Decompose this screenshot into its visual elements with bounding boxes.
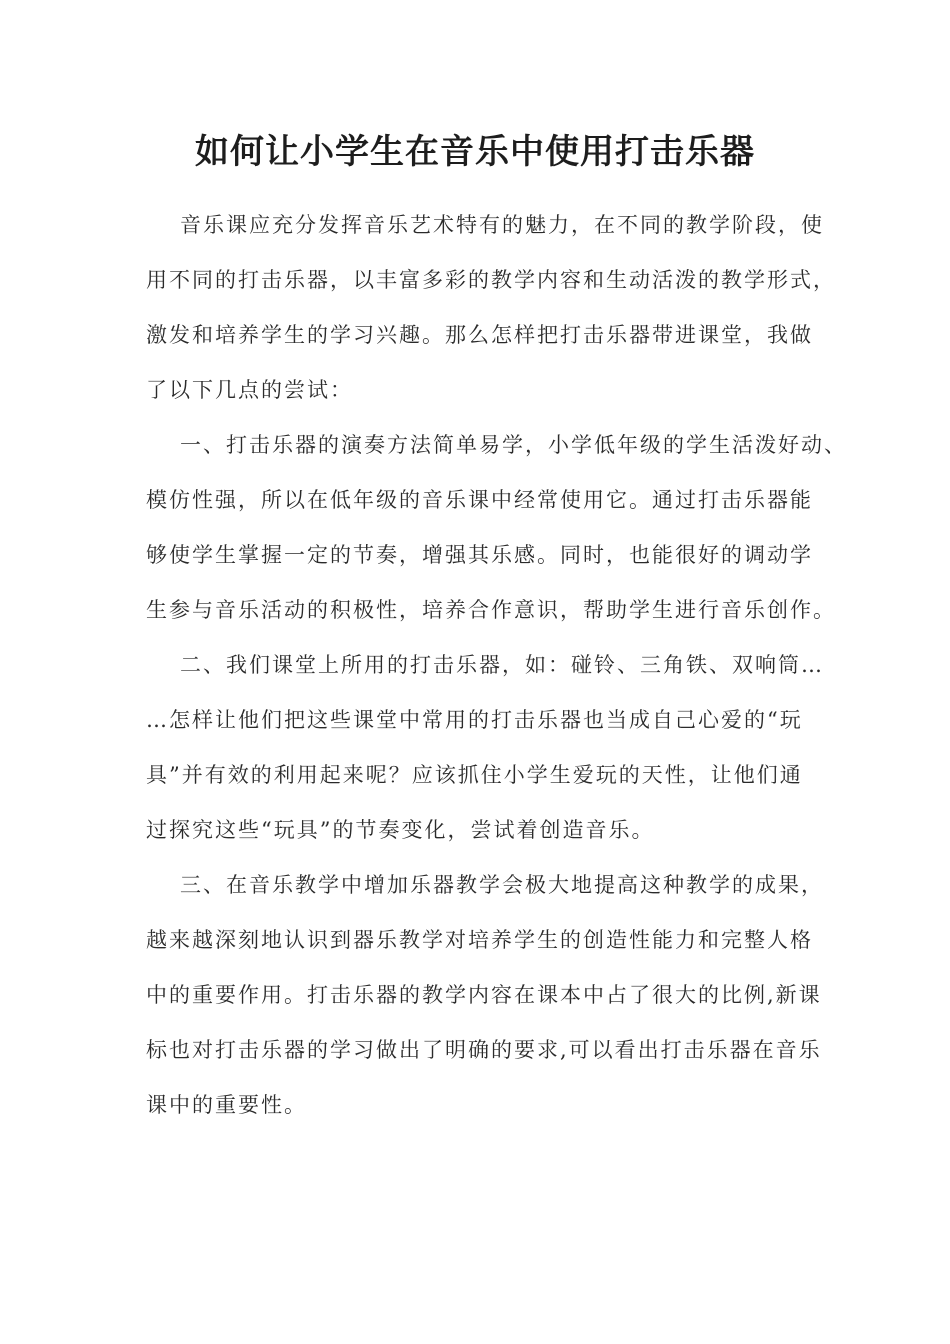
paragraph-line: 二、我们课堂上所用的打击乐器，如：碰铃、三角铁、双响筒… (180, 653, 824, 677)
paragraph-line: 激发和培养学生的学习兴趣。那么怎样把打击乐器带进课堂，我做 (146, 323, 813, 347)
document-title: 如何让小学生在音乐中使用打击乐器 (195, 132, 755, 172)
paragraph-line: 一、打击乐器的演奏方法简单易学，小学低年级的学生活泼好动、 (180, 433, 847, 457)
paragraph-line: 标也对打击乐器的学习做出了明确的要求,可以看出打击乐器在音乐 (146, 1038, 822, 1062)
paragraph-line: 越来越深刻地认识到器乐教学对培养学生的创造性能力和完整人格 (146, 928, 813, 952)
paragraph-line: 用不同的打击乐器，以丰富多彩的教学内容和生动活泼的教学形式， (146, 268, 836, 292)
paragraph-line: 课中的重要性。 (146, 1093, 307, 1117)
paragraph-line: 音乐课应充分发挥音乐艺术特有的魅力，在不同的教学阶段，使 (180, 213, 824, 237)
paragraph-line: 生参与音乐活动的积极性，培养合作意识，帮助学生进行音乐创作。 (146, 598, 836, 622)
paragraph-line: 模仿性强，所以在低年级的音乐课中经常使用它。通过打击乐器能 (146, 488, 813, 512)
paragraph-intro (146, 198, 846, 418)
paragraph-line: 过探究这些“玩具”的节奏变化，尝试着创造音乐。 (146, 818, 655, 842)
paragraph-line: 中的重要作用。打击乐器的教学内容在课本中占了很大的比例,新课 (146, 983, 822, 1007)
paragraph-line: 三、在音乐教学中增加乐器教学会极大地提高这种教学的成果， (180, 873, 824, 897)
paragraph-point-two (146, 638, 846, 858)
paragraph-point-one (146, 418, 846, 638)
paragraph-line: 具”并有效的利用起来呢？应该抓住小学生爱玩的天性，让他们通 (146, 763, 803, 787)
paragraph-point-three (146, 858, 846, 1133)
paragraph-line: 了以下几点的尝试： (146, 378, 353, 402)
paragraph-line: …怎样让他们把这些课堂中常用的打击乐器也当成自己心爱的“玩 (146, 708, 803, 732)
paragraph-line: 够使学生掌握一定的节奏，增强其乐感。同时，也能很好的调动学 (146, 543, 813, 567)
